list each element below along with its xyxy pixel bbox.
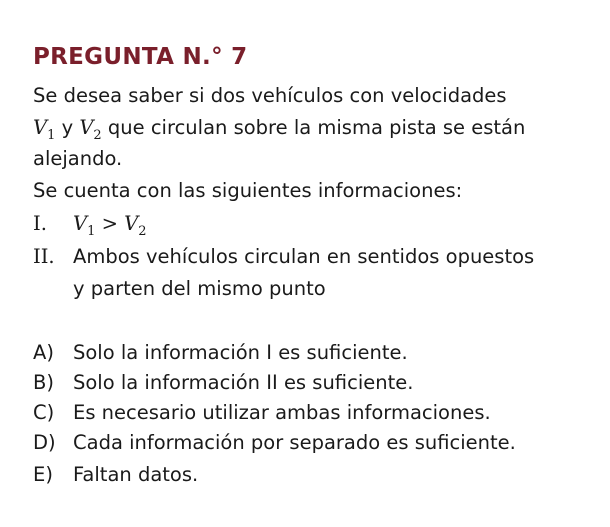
- statement-2-line-1: [33, 245, 534, 269]
- statement-1: [33, 212, 147, 239]
- statement-2-line-2: y parten del mismo punto: [73, 277, 326, 300]
- v2-symbol: $V_2$: [124, 212, 147, 239]
- v1-symbol: $V_1$: [73, 212, 96, 239]
- option-b: [33, 371, 413, 395]
- paragraph-line-1: Se desea saber si dos vehículos con velocidades: [33, 84, 507, 107]
- greater-than-operator: >: [101, 212, 118, 235]
- option-c-text: Es necesario utilizar ambas informaciones.: [73, 401, 491, 424]
- option-d: [33, 431, 516, 455]
- option-e-text: Faltan datos.: [73, 463, 199, 486]
- v1-symbol: $V_1$: [33, 116, 56, 143]
- option-b-letter: B): [33, 371, 54, 394]
- option-a-letter: A): [33, 341, 54, 364]
- v2-symbol: $V_2$: [79, 116, 102, 143]
- question-heading: PREGUNTA N.° 7: [33, 44, 248, 70]
- paragraph-line-3: alejando.: [33, 147, 123, 170]
- option-a: [33, 341, 408, 365]
- statement-2-label: II.: [33, 245, 55, 268]
- statement-2-text-1: Ambos vehículos circulan en sentidos opuestos: [73, 245, 535, 268]
- option-a-text: Solo la información I es suficiente.: [73, 341, 408, 364]
- paragraph-line-2: [33, 116, 525, 143]
- option-e-letter: E): [33, 463, 53, 486]
- option-d-letter: D): [33, 431, 56, 454]
- option-c-letter: C): [33, 401, 55, 424]
- option-c: [33, 401, 491, 425]
- paragraph-line-2-rest: que circulan sobre la misma pista se están: [107, 116, 526, 139]
- option-b-text: Solo la información II es suficiente.: [73, 371, 414, 394]
- info-intro: Se cuenta con las siguientes informaciones:: [33, 179, 463, 202]
- statement-1-label: I.: [33, 212, 47, 235]
- connector-text: y: [61, 116, 74, 139]
- option-e: [33, 463, 198, 487]
- option-d-text: Cada información por separado es suficiente.: [73, 431, 516, 454]
